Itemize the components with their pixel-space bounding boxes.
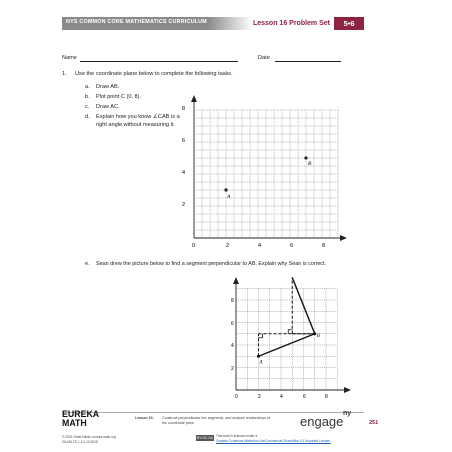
y-tick-label: 6 xyxy=(231,321,234,327)
grid-lines xyxy=(194,110,338,238)
curriculum-label: NYS COMMON CORE MATHEMATICS CURRICULUM xyxy=(66,19,207,25)
point-a xyxy=(257,355,260,358)
license-link[interactable]: Creative Commons Attribution-NonCommercial-ShareAlike 3.0 Unported License. xyxy=(216,439,331,443)
point-a xyxy=(224,188,227,191)
page-number: 251 xyxy=(369,420,379,426)
y-tick-label: 4 xyxy=(231,343,234,349)
right-angle-marker xyxy=(288,330,292,334)
engageny-logo-ny: ny xyxy=(343,410,352,417)
task-text: Plot point C (0, 8). xyxy=(96,94,142,100)
x-tick-label: 6 xyxy=(303,394,306,400)
y-tick-label: 2 xyxy=(182,202,186,208)
point-b-label: B xyxy=(316,333,320,339)
task-letter: d. xyxy=(85,114,90,120)
task-text: Draw AB. xyxy=(96,84,120,90)
x-tick-label: 0 xyxy=(235,394,238,400)
engageny-logo: engage xyxy=(300,414,344,429)
y-tick-label: 4 xyxy=(182,170,186,176)
task-letter: b. xyxy=(85,94,90,100)
task-text: Draw AC. xyxy=(96,104,120,110)
x-tick-label: 2 xyxy=(226,243,230,249)
problem-prompt: Use the coordinate plane below to complete the following tasks. xyxy=(75,71,233,77)
date-field[interactable] xyxy=(275,61,341,62)
x-tick-label: 4 xyxy=(280,394,283,400)
x-tick-label: 8 xyxy=(322,243,326,249)
logo-line: MATH xyxy=(62,417,87,428)
lesson-title: Lesson 16 Problem Set xyxy=(252,17,334,30)
grade-badge: 5•6 xyxy=(334,17,364,30)
name-label: Name xyxy=(62,55,77,61)
coordinate-plane-1 xyxy=(176,92,356,254)
x-tick-label: 2 xyxy=(258,394,261,400)
name-field[interactable] xyxy=(80,61,238,62)
x-axis-arrow-icon xyxy=(344,387,351,393)
x-tick-label: 0 xyxy=(192,243,196,249)
task-letter: c. xyxy=(85,104,90,110)
y-axis-arrow-icon xyxy=(233,277,239,284)
header-shade xyxy=(208,17,252,30)
x-tick-label: 8 xyxy=(325,394,328,400)
x-axis-arrow-icon xyxy=(340,235,347,241)
task-text: right angle without measuring it. xyxy=(96,122,175,128)
x-tick-label: 6 xyxy=(290,243,294,249)
copyright: G5-M6-TE-1.3.0-10.2015 xyxy=(62,440,98,444)
footer-divider xyxy=(62,412,364,413)
point-b xyxy=(304,156,307,159)
point-b-label: B xyxy=(308,161,312,167)
date-label: Date xyxy=(258,55,270,61)
task-text: Sean drew the picture below to find a segment perpendicular to AB. Explain why Sean is correct. xyxy=(96,261,327,267)
y-tick-label: 8 xyxy=(231,298,234,304)
problem-number: 1. xyxy=(62,71,67,77)
x-tick-label: 4 xyxy=(258,243,262,249)
copyright: © 2015 Great Minds. eureka-math.org xyxy=(62,435,116,439)
segment-b-top xyxy=(292,278,315,334)
task-text: Explain how you know ∠CAB is a xyxy=(96,114,180,120)
right-angle-marker xyxy=(259,334,263,338)
coordinate-plane-2 xyxy=(222,276,352,404)
creative-commons-icon: BY-NC-SA xyxy=(197,436,213,440)
lesson-label: Lesson 16: xyxy=(135,416,154,420)
task-letter: e. xyxy=(85,261,90,267)
lesson-description: Construct perpendicular line segments, and analyze relationships of xyxy=(162,416,270,420)
y-tick-label: 6 xyxy=(182,138,186,144)
eureka-math-logo xyxy=(62,410,99,427)
grid-lines xyxy=(236,289,337,390)
logo-line: EUREKA xyxy=(62,409,100,419)
task-letter: a. xyxy=(85,84,90,90)
point-a-label: A xyxy=(259,360,263,366)
y-tick-label: 2 xyxy=(231,366,234,372)
license-text: This work is licensed under a xyxy=(216,434,258,438)
y-tick-label: 8 xyxy=(182,106,186,112)
y-axis-arrow-icon xyxy=(191,95,197,102)
lesson-description: the coordinate pairs. xyxy=(162,421,195,425)
point-a-label: A xyxy=(227,194,231,200)
